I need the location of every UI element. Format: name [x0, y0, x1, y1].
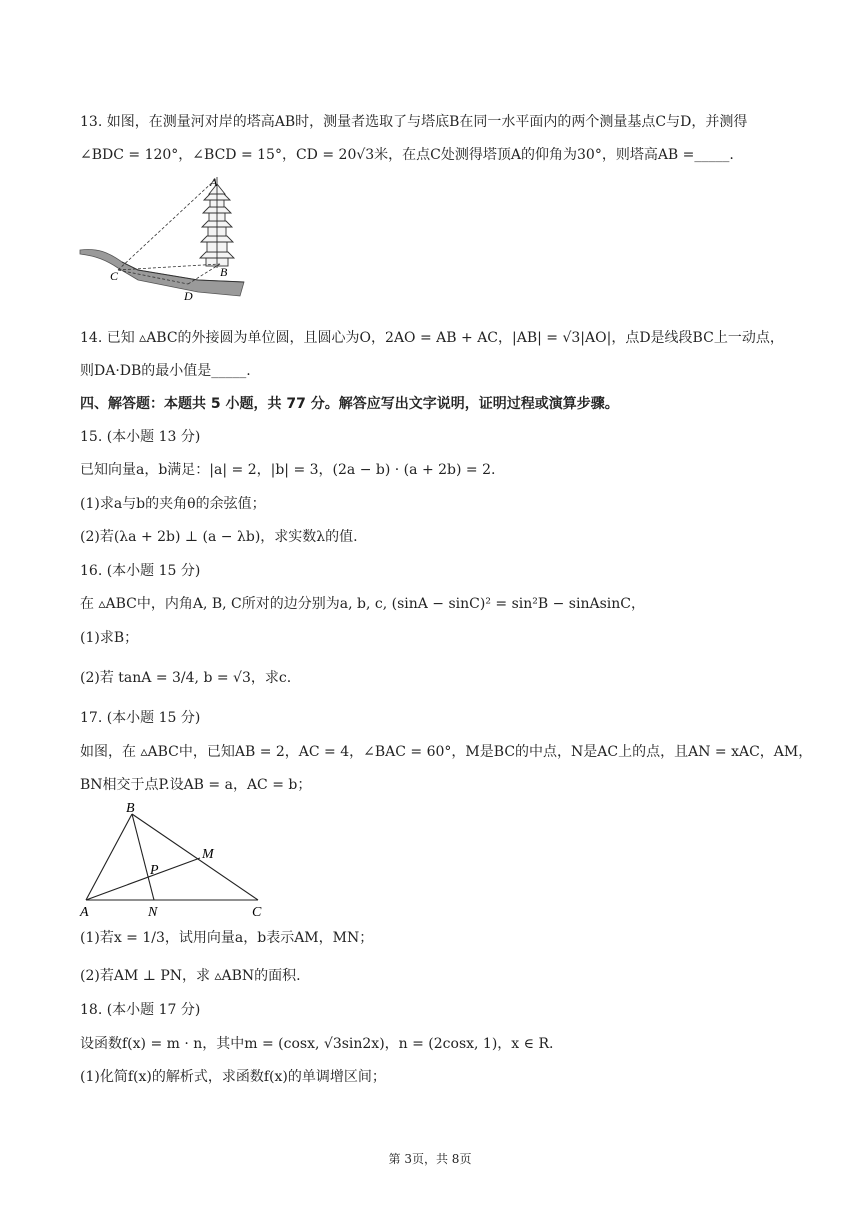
q18-part1: (1)化简f(x)的解析式，求函数f(x)的单调增区间； — [80, 1069, 386, 1085]
q14-line1: 14. 已知 ▵ABC的外接圆为单位圆，且圆心为O，2AO = AB + AC，|AB| = √3|AO|，点D是线段BC上一动点， — [80, 330, 784, 346]
q15-title: 15. (本小题 13 分) — [80, 429, 201, 445]
q16-part1: (1)求B； — [80, 630, 139, 646]
fig17-label-n: N — [148, 905, 158, 918]
q13-line1: 13. 如图，在测量河对岸的塔高AB时，测量者选取了与塔底B在同一水平面内的两个测量基点C与D，并测得 — [80, 114, 748, 130]
fig13-label-b: B — [220, 265, 228, 279]
fig17-label-c: C — [252, 905, 262, 918]
fig17-label-p: P — [150, 863, 159, 878]
q13-line2: ∠BDC = 120°，∠BCD = 15°，CD = 20√3米，在点C处测得塔顶A的仰角为30°，则塔高AB =_____. — [80, 147, 734, 163]
fig17-label-b: B — [126, 801, 135, 816]
q13-tower-figure — [78, 172, 248, 304]
q16-part2: (2)若 tanA = 3/4, b = √3，求c. — [80, 670, 292, 686]
q15-part2: (2)若(λa + 2b) ⊥ (a − λb)，求实数λ的值. — [80, 529, 358, 545]
q16-title: 16. (本小题 15 分) — [80, 563, 201, 579]
section4-heading: 四、解答题：本题共 5 小题，共 77 分。解答应写出文字说明，证明过程或演算步骤。 — [80, 396, 619, 412]
q17-title: 17. (本小题 15 分) — [80, 710, 201, 726]
q17-stem1: 如图，在 ▵ABC中，已知AB = 2，AC = 4，∠BAC = 60°，M是BC的中点，N是AC上的点，且AN = xAC，AM， — [80, 744, 813, 760]
q15-part1: (1)求a与b的夹角θ的余弦值； — [80, 496, 266, 512]
q15-stem: 已知向量a，b满足：|a| = 2，|b| = 3，(2a − b) · (a + 2b) = 2. — [80, 462, 496, 478]
q18-title: 18. (本小题 17 分) — [80, 1002, 201, 1018]
fig13-label-a: A — [210, 175, 218, 189]
fig13-label-c: C — [110, 269, 119, 283]
q17-stem2: BN相交于点P.设AB = a，AC = b； — [80, 777, 312, 793]
page-footer: 第 3页，共 8页 — [388, 1152, 472, 1166]
fig13-label-d: D — [184, 289, 193, 303]
q17-part2: (2)若AM ⊥ PN，求 ▵ABN的面积. — [80, 968, 301, 984]
q18-stem: 设函数f(x) = m · n，其中m = (cosx, √3sin2x)，n = (2cosx, 1)，x ∈ R. — [80, 1036, 554, 1052]
q16-stem: 在 ▵ABC中，内角A, B, C所对的边分别为a, b, c, (sinA − sinC)² = sin²B − sinAsinC， — [80, 596, 645, 612]
q17-triangle-figure — [76, 800, 276, 918]
fig17-label-a: A — [80, 905, 89, 918]
fig17-label-m: M — [202, 847, 214, 862]
q17-part1: (1)若x = 1/3，试用向量a，b表示AM，MN； — [80, 930, 374, 946]
q14-line2: 则DA·DB的最小值是_____. — [80, 363, 251, 379]
